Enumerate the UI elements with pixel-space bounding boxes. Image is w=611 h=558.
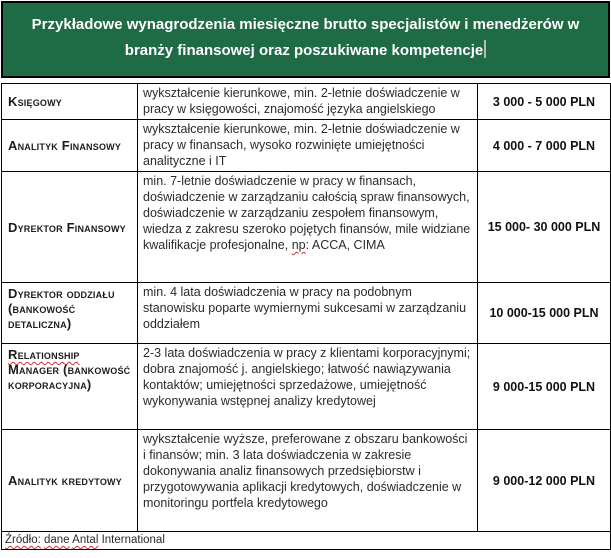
requirements-cell[interactable] — [138, 283, 478, 344]
requirements-text: 2-3 lata doświadczenia w pracy z klientami korporacyjnymi; dobra znajomość j. angielskiego; łatwość nawiązywania kontaktów; umiejętności sprzedażowe, umiejętność wykonywania wstępnej analizy kredytowej — [143, 346, 471, 408]
misspelled-word: dane — [44, 534, 70, 546]
source-line[interactable] — [2, 532, 611, 550]
requirements-text: min. 4 lata doświadczenia w pracy na podobnym stanowisku poparte wymiernymi sukcesami w zarządzaniu oddziałem — [143, 285, 467, 331]
table-row — [2, 344, 611, 430]
requirements-text: wykształcenie kierunkowe, min. 2-letnie doświadczenie w pracy w księgowości, znajomość języka angielskiego — [143, 86, 460, 116]
job-title: Dyrektor oddziału (bankowość detaliczna) — [8, 286, 115, 331]
requirements-text: wykształcenie wyższe, preferowane z obszaru bankowości i finansów; min. 3 lata doświadczenia w zakresie dokonywania analiz finansowych przedsiębiorstw i przygotowywania aplikacji kredytowych, doświadczenie w monitoringu portfela kredytowego — [143, 432, 468, 510]
job-title-cell[interactable] — [2, 283, 138, 344]
table-row — [2, 283, 611, 344]
job-title: Dyrektor Finansowy — [8, 219, 126, 235]
table-title: Przykładowe wynagrodzenia miesięczne brutto specjalistów i menedżerów w branży finansowej oraz poszukiwane kompetencje — [31, 16, 580, 59]
salary-cell[interactable] — [478, 120, 611, 172]
salary-table — [1, 83, 611, 550]
requirements-cell[interactable] — [138, 84, 478, 120]
salary-cell[interactable] — [478, 283, 611, 344]
salary-cell[interactable] — [478, 430, 611, 532]
job-title-cell[interactable] — [2, 84, 138, 120]
table-row — [2, 172, 611, 283]
requirements-text: : ACCA, CIMA — [305, 238, 385, 252]
table-footer-row — [2, 532, 611, 550]
requirements-cell[interactable] — [138, 344, 478, 430]
job-title-cell[interactable] — [2, 120, 138, 172]
salary-cell[interactable] — [478, 344, 611, 430]
misspelled-word: Źródło: — [5, 534, 41, 546]
job-title-cell[interactable] — [2, 172, 138, 283]
table-row — [2, 120, 611, 172]
job-title-cell[interactable] — [2, 344, 138, 430]
salary-range: 9 000-15 000 PLN — [492, 379, 596, 394]
table-row — [2, 84, 611, 120]
table-title-banner[interactable] — [1, 1, 610, 78]
salary-range: 3 000 - 5 000 PLN — [492, 94, 596, 109]
salary-range: 10 000-15 000 PLN — [489, 306, 599, 320]
document-page — [1, 1, 610, 550]
job-title: Manager (bankowość korporacyjna) — [8, 362, 131, 392]
job-title: Analityk Finansowy — [8, 138, 122, 153]
requirements-text: min. 7-letnie doświadczenie w pracy w finansach, doświadczenie w zarządzaniu całością spraw finansowych, doświadczenie w zarządzaniu zespołem finansowym, wiedza z zakresu szeroko pojętych finansów, mile widziane kwalifikacje profesjonalne, — [143, 174, 471, 252]
source-text: International — [101, 534, 165, 546]
requirements-cell[interactable] — [138, 172, 478, 283]
table-row — [2, 430, 611, 532]
misspelled-word: Relationship — [8, 347, 80, 362]
job-title-cell[interactable] — [2, 430, 138, 532]
job-title: Księgowy — [8, 94, 62, 109]
misspelled-word: Antal — [72, 534, 99, 546]
text-cursor — [484, 40, 486, 58]
requirements-text: wykształcenie kierunkowe, min. 2-letnie doświadczenie w pracy w finansach, wysoko rozwinięte umiejętności analityczne i IT — [143, 122, 460, 168]
salary-range: 15 000- 30 000 PLN — [487, 220, 601, 234]
requirements-cell[interactable] — [138, 120, 478, 172]
salary-range: 9 000-12 000 PLN — [492, 473, 596, 488]
job-title: Analityk kredytowy — [8, 473, 122, 488]
misspelled-word: np — [291, 238, 306, 252]
salary-cell[interactable] — [478, 84, 611, 120]
salary-range: 4 000 - 7 000 PLN — [492, 138, 596, 153]
requirements-cell[interactable] — [138, 430, 478, 532]
salary-cell[interactable] — [478, 172, 611, 283]
